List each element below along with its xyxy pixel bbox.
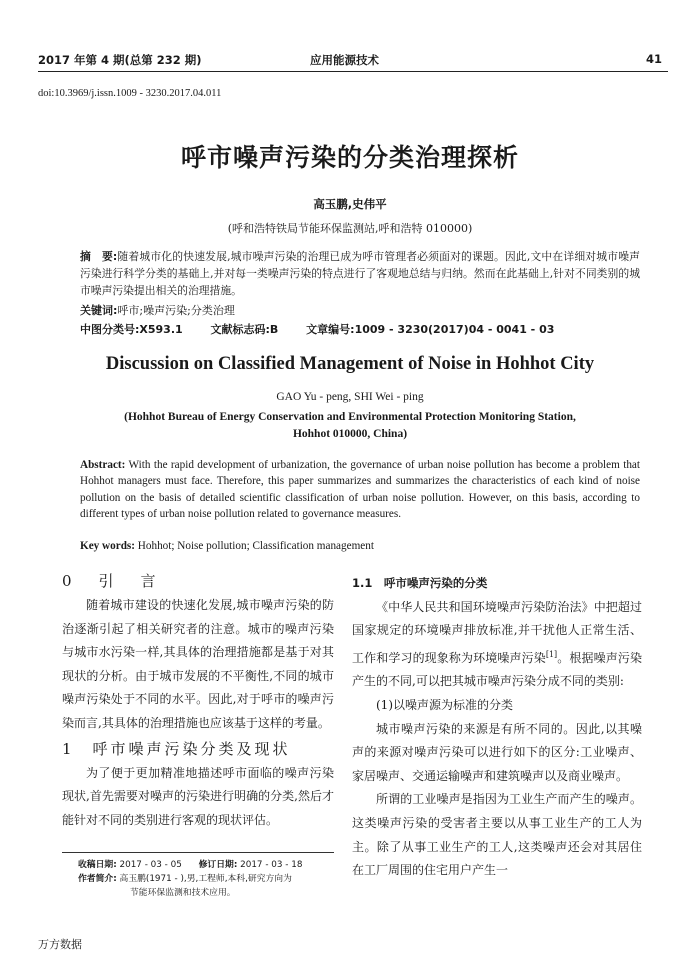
affiliation-en-line2: Hohhot 010000, China) <box>292 428 408 440</box>
title-cn: 呼市噪声污染的分类治理探析 <box>180 143 519 172</box>
header-rule <box>38 71 668 72</box>
revised-label: 修订日期: <box>198 860 238 870</box>
keywords-cn <box>80 302 235 318</box>
abstract-cn-label: 摘 要: <box>80 250 118 263</box>
revised-date: 2017 - 03 - 18 <box>240 860 303 870</box>
affiliation-en <box>60 409 640 443</box>
citation-ref: [1] <box>545 649 558 659</box>
paragraph-text-cont: 。根据噪声污染产生的不同,可以把其城市噪声污染分成不同的类别: <box>352 650 642 689</box>
abstract-cn-text: 随着城市化的快速发展,城市噪声污染的治理已成为呼市管理者必须面对的课题。因此,文中在详细对城市噪声污染进行科学分类的基础上,并对每一类噪声污染的特点进行了客观地总结与归纳。然而在此基础上,针对不同类别的城市噪声污染提出相关的治理措施。 <box>80 250 640 297</box>
section-1-heading: 1 呼市噪声污染分类及现状 <box>62 739 291 758</box>
authors-cn: 高玉鹏,史伟平 <box>313 197 387 211</box>
section-0-paragraph: 随着城市建设的快速化发展,城市噪声污染的防治逐渐引起了相关研究者的注意。城市的噪声污染与城市水污染一样,其具体的治理措施都是基于对其现状的分析。由于城市发展的不平衡性,不同的城市噪声污染处于不同的水平。因此,对于呼市的噪声污染而言,其具体的治理措施也应该基于这样的考量。 <box>62 598 334 730</box>
title-en: Discussion on Classified Management of Noise in Hohhot City <box>105 354 595 374</box>
left-column <box>62 568 334 832</box>
right-column <box>352 572 642 883</box>
keywords-cn-text: 呼市;噪声污染;分类治理 <box>117 304 235 317</box>
affiliation-en-line1: (Hohhot Bureau of Energy Conservation and Environmental Protection Monitoring Station, <box>124 411 576 423</box>
footnote <box>78 858 338 900</box>
subsection-1-1-heading: 1.1 呼市噪声污染的分类 <box>352 576 488 590</box>
header-journal: 应用能源技术 <box>310 53 379 67</box>
authors-en: GAO Yu - peng, SHI Wei - ping <box>276 391 424 403</box>
keywords-en-label: Key words: <box>80 540 135 552</box>
keywords-en <box>80 540 374 552</box>
list-item-noise-source: (1)以噪声源为标准的分类 <box>376 697 513 712</box>
abstract-en-label: Abstract: <box>80 459 126 471</box>
header-page-number: 41 <box>646 52 663 66</box>
abstract-en-text: With the rapid development of urbanization, the governance of urban noise pollution has become a problem that Hohhot managers must face. Therefore, this paper summarizes and summarizes the characteristics of each kind of noise pollution on the basis of detailed scientific classification of urban noise pollution. However, on this basis, according to different types of urban noise pollution related to governance measures. <box>80 459 640 521</box>
paragraph-industrial-noise: 所谓的工业噪声是指因为工业生产而产生的噪声。这类噪声污染的受害者主要以从事工业生产的工人为主。除了从事工业生产的工人,这类噪声还会对其居住在工厂周围的住宅用户产生一 <box>352 792 642 878</box>
section-1-paragraph: 为了便于更加精准地描述呼市面临的噪声污染现状,首先需要对噪声的污染进行明确的分类,然后才能针对不同的类别进行客观的现状评估。 <box>62 765 334 827</box>
subsection-1-1-paragraph <box>352 596 642 694</box>
affiliation-cn: (呼和浩特铁局节能环保监测站,呼和浩特 010000) <box>227 222 473 235</box>
paragraph-noise-sources: 城市噪声污染的来源是有所不同的。因此,以其噪声的来源对噪声污染可以进行如下的区分:工业噪声、家居噪声、交通运输噪声和建筑噪声以及商业噪声。 <box>352 721 642 783</box>
header-issue: 2017 年第 4 期(总第 232 期) <box>38 53 202 67</box>
footnote-rule <box>62 852 334 853</box>
keywords-en-text: Hohhot; Noise pollution; Classification management <box>135 540 374 552</box>
clc-number: 中图分类号:X593.1 <box>80 323 183 336</box>
document-code: 文献标志码:B <box>210 323 279 336</box>
author-bio-line2: 节能环保监测和技术应用。 <box>130 888 236 898</box>
author-bio-label: 作者简介: <box>78 874 117 884</box>
abstract-cn <box>80 248 640 299</box>
section-0-heading: 0 引 言 <box>62 572 162 590</box>
footer-watermark: 万方数据 <box>38 938 82 951</box>
author-bio-line1: 高玉鹏(1971 - ),男,工程师,本科,研究方向为 <box>119 874 292 884</box>
abstract-en <box>80 457 640 523</box>
classification <box>80 321 640 337</box>
received-date: 2017 - 03 - 05 <box>119 860 182 870</box>
article-number: 文章编号:1009 - 3230(2017)04 - 0041 - 03 <box>306 323 555 336</box>
received-label: 收稿日期: <box>78 860 117 870</box>
keywords-cn-label: 关键词: <box>80 304 118 317</box>
doi: doi:10.3969/j.issn.1009 - 3230.2017.04.011 <box>38 88 222 99</box>
paragraph-text: 《中华人民共和国环境噪声污染防治法》中把超过国家规定的环境噪声排放标准,并干扰他人正常生活、工作和学习的现象称为环境噪声污染 <box>352 599 642 665</box>
